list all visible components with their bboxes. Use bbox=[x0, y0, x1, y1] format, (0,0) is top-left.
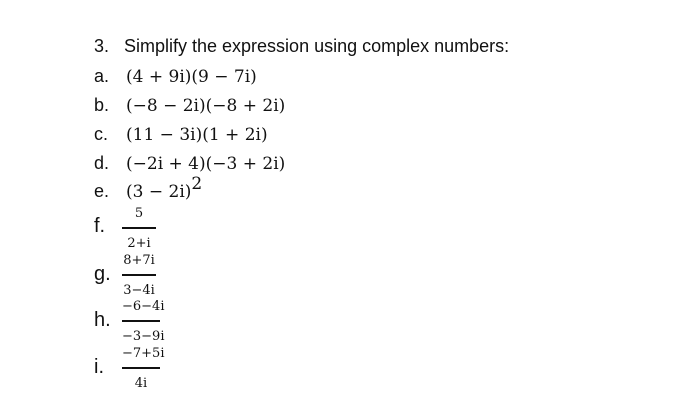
problem-g-fraction bbox=[122, 253, 156, 298]
problem-b bbox=[94, 93, 285, 118]
fraction-bar bbox=[122, 227, 156, 229]
problem-f-label: f. bbox=[94, 215, 106, 237]
problem-i-fraction bbox=[122, 346, 165, 391]
fraction-numerator: −6−4i bbox=[122, 299, 165, 314]
problem-label: c. bbox=[94, 124, 109, 144]
fraction-numerator: 8+7i bbox=[123, 253, 155, 268]
fraction-denominator: 2+i bbox=[127, 235, 151, 251]
fraction-bar bbox=[122, 320, 160, 322]
problem-expression: (−8 − 2i)(−8 + 2i) bbox=[126, 96, 286, 116]
fraction-numerator: 5 bbox=[134, 206, 144, 221]
problem-h-label: h. bbox=[94, 309, 111, 331]
problem-expression: (11 − 3i)(1 + 2i) bbox=[126, 125, 268, 145]
fraction-denominator: −3−9i bbox=[122, 328, 165, 344]
problem-g-label: g. bbox=[94, 263, 111, 285]
problem-label: e. bbox=[94, 181, 110, 201]
question-header bbox=[94, 34, 509, 58]
fraction-numerator: −7+5i bbox=[122, 346, 165, 361]
fraction-denominator: 4i bbox=[134, 375, 148, 391]
problem-d bbox=[94, 151, 285, 176]
problem-h-fraction bbox=[122, 299, 165, 344]
problem-expression: (−2i + 4)(−3 + 2i) bbox=[126, 154, 286, 174]
problem-label: b. bbox=[94, 95, 110, 115]
question-prompt: Simplify the expression using complex numbers: bbox=[124, 36, 510, 56]
problem-a bbox=[94, 64, 257, 89]
question-number: 3. bbox=[94, 36, 110, 56]
problem-f-fraction bbox=[122, 206, 156, 251]
fraction-bar bbox=[122, 367, 160, 369]
problem-c bbox=[94, 122, 268, 147]
fraction-bar bbox=[122, 274, 156, 276]
problem-i-label: i. bbox=[94, 356, 104, 378]
problem-exponent: 2 bbox=[191, 174, 203, 194]
problem-expression: (4 + 9i)(9 − 7i) bbox=[126, 67, 257, 87]
problem-e bbox=[94, 174, 203, 204]
fraction-denominator: 3−4i bbox=[123, 282, 155, 298]
problem-expression-base: (3 − 2i) bbox=[126, 182, 192, 202]
problem-label: d. bbox=[94, 153, 110, 173]
problem-label: a. bbox=[94, 66, 110, 86]
